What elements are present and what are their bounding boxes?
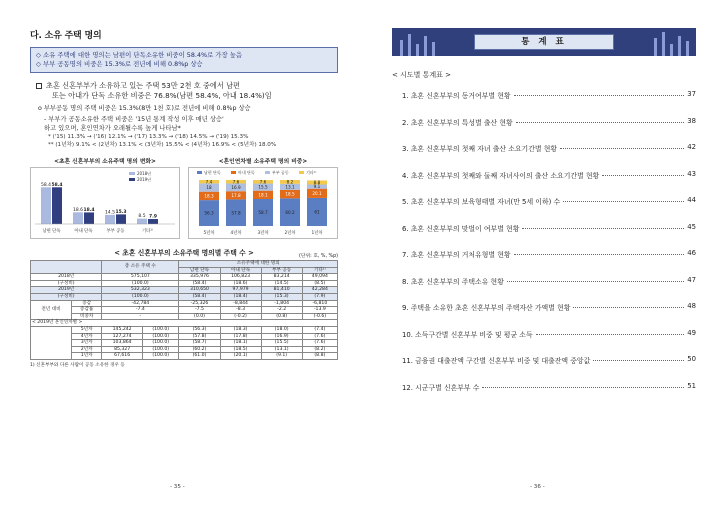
summary-box: [30, 47, 338, 73]
row-label: 증감률: [72, 307, 102, 314]
cell-total: 145,242: [102, 326, 143, 333]
right-page: [370, 0, 720, 508]
x-tick-label: 남편 단독: [42, 229, 61, 234]
data-label: 60.2: [285, 209, 295, 215]
cell: (20.1): [220, 353, 261, 360]
section-title: 다. 소유 주택 명의: [30, 31, 102, 41]
data-label: 58.7: [258, 210, 268, 216]
cell-total: 67,616: [102, 353, 143, 360]
legend-label: 기타¹⁾: [306, 170, 317, 175]
data-label: 14.5: [104, 210, 116, 216]
data-label: 18: [206, 185, 212, 191]
side-label: 전년 대비: [31, 300, 72, 320]
table-row: [31, 333, 338, 340]
toc-header: < 시도별 통계표 >: [392, 71, 451, 79]
cell: 97,979: [220, 287, 261, 294]
cell: -8,844: [220, 300, 261, 307]
banner-decoration: [416, 44, 419, 56]
cell-total: 532,323: [102, 287, 179, 294]
cell: (8.8): [302, 353, 337, 360]
toc-item: [392, 196, 696, 223]
table-unit: (단위: 호, %, %p): [298, 254, 338, 259]
cell: (18.3): [220, 326, 261, 333]
table-row: [31, 274, 338, 281]
main-point: [36, 81, 338, 101]
table-row: [31, 287, 338, 294]
main-point-text-2: 또는 아내가 단독 소유한 비중은 76.8%(남편 58.4%, 아내 18.4%)임: [52, 91, 272, 100]
data-label: 13.1: [285, 184, 295, 190]
cell-total: 127,274: [102, 333, 143, 340]
toc-leader-dots: [573, 302, 684, 308]
sub-detail-1: - 부부가 공동소유한 주택 비중은 '15년 통계 작성 이후 매년 상승': [44, 116, 224, 123]
cell: (7.4): [302, 326, 337, 333]
cell-total: -42,784: [102, 300, 179, 307]
bar: [41, 187, 51, 224]
data-label: 16.9: [231, 184, 241, 190]
table-row: [31, 340, 338, 347]
toc-leader-dots: [516, 117, 685, 123]
cell: -13.9: [302, 307, 337, 314]
cell: -1,804: [261, 300, 302, 307]
cell: 49,094: [302, 274, 337, 281]
cell: 335,976: [179, 274, 220, 281]
table-row: [31, 326, 338, 333]
toc-item: [392, 170, 696, 197]
year-group-label: < 2019년 혼인연차별 >: [31, 320, 338, 327]
data-label: 8.2: [286, 179, 294, 185]
toc-item-page: 48: [687, 302, 696, 310]
toc-item-text: 2. 초혼 신혼부부의 특성별 출산 현황: [402, 118, 513, 127]
cell: (58.4): [179, 280, 220, 287]
cell: (8.2): [302, 346, 337, 353]
toc-leader-dots: [514, 249, 685, 255]
toc-leader-dots: [482, 382, 684, 388]
legend-label: 2019년: [137, 177, 152, 182]
cell: (7.9): [302, 293, 337, 300]
sub-detail-2: 하고 있으며, 혼인연차가 오래될수록 높게 나타남*: [44, 125, 181, 132]
bar: [116, 214, 126, 224]
row-label: 1년차: [72, 353, 102, 360]
chart1-svg: [31, 168, 179, 238]
data-label: 18.1: [258, 192, 268, 198]
table-row: [31, 320, 338, 327]
legend-swatch: [197, 171, 202, 174]
row-label: 비중차: [72, 313, 102, 320]
toc-item: [392, 302, 696, 329]
cell-pct: (100.0): [142, 333, 179, 340]
th-col: 남편 단독: [179, 267, 220, 274]
legend-label: 남편 단독: [204, 170, 221, 175]
charts-row: [30, 156, 338, 239]
th-total: 총 소유 주택 수: [102, 261, 179, 274]
banner-decoration: [654, 38, 657, 56]
toc-item-text: 4. 초혼 신혼부부의 첫째와 둘째 자녀사이의 출산 소요기간별 현황: [402, 171, 600, 180]
toc-item-text: 12. 시군구별 신혼부부 수: [402, 383, 480, 392]
ownership-table: [30, 260, 338, 360]
bar: [137, 219, 147, 224]
note-2: ** (1년차) 9.1% < (2년차) 13.1% < (3년차) 15.5% < (4년차) 16.9% < (5년차) 18.0%: [48, 142, 277, 148]
toc-item-text: 1. 초혼 신혼부부의 동거여부별 현황: [402, 92, 511, 100]
toc-item-text: 7. 초혼 신혼부부의 거처유형별 현황: [402, 251, 511, 259]
bar: [84, 212, 94, 224]
cell-pct: (100.0): [142, 353, 179, 360]
data-label: 7.4: [205, 179, 213, 185]
cell: (13.1): [261, 346, 302, 353]
th-col: 부부 공동: [261, 267, 302, 274]
toc-item: [392, 329, 696, 356]
chart-ownership-change: [30, 156, 180, 239]
cell-total: 103,864: [102, 340, 143, 347]
banner-decoration: [662, 32, 665, 56]
cell: (58.4): [179, 293, 220, 300]
cell: (18.1): [220, 340, 261, 347]
cell: (18.6): [220, 280, 261, 287]
chart2-title: <혼인연차별 소유주택 명의 비중>: [218, 159, 308, 165]
cell: (18.0): [261, 326, 302, 333]
cell: 81,410: [261, 287, 302, 294]
toc-leader-dots: [522, 223, 684, 229]
legend-swatch: [129, 178, 135, 181]
table-title: < 초혼 신혼부부의 소유주택 명의별 주택 수 >: [114, 249, 254, 257]
toc-leader-dots: [536, 329, 685, 335]
cell: (7.6): [302, 340, 337, 347]
x-tick-label: 부부 공동: [106, 229, 125, 234]
toc-item: [392, 117, 696, 144]
banner-decoration: [670, 44, 673, 56]
legend-swatch: [129, 172, 135, 175]
toc-item-page: 37: [687, 90, 696, 98]
banner-decoration: [686, 41, 689, 56]
summary-line: ◇ 부부 공동명의 비중은 15.3%로 전년에 비해 0.8%p 상승: [36, 60, 203, 68]
data-label: 15.5: [258, 184, 268, 190]
legend-label: 2018년: [137, 171, 152, 176]
data-label: 20.1: [312, 190, 322, 196]
cell: (14.5): [261, 280, 302, 287]
page-number-left: - 35 -: [170, 484, 185, 490]
cell: 83,214: [261, 274, 302, 281]
toc-item-page: 47: [687, 275, 696, 284]
legend-label: 부부 공동: [272, 170, 289, 175]
table-row: [31, 280, 338, 287]
toc-leader-dots: [507, 276, 684, 282]
data-label: 8.8: [313, 180, 321, 186]
row-label: 3년차: [72, 340, 102, 347]
bar: [105, 215, 115, 224]
toc-list: [392, 90, 696, 408]
stats-banner: [392, 28, 696, 56]
table-row: [31, 293, 338, 300]
cell: (8.5): [302, 280, 337, 287]
cell: (61.0): [179, 353, 220, 360]
square-bullet-icon: [36, 83, 42, 89]
th-blank: [31, 261, 102, 274]
cell: (57.8): [179, 333, 220, 340]
data-label: 7.6: [232, 179, 240, 185]
main-point-text-1: 초혼 신혼부부가 소유하고 있는 주택 53만 2천 호 중에서 남편: [46, 81, 240, 90]
page-number-right: - 36 -: [530, 484, 545, 490]
data-label: 7.6: [259, 179, 267, 185]
cell: -8.3: [220, 307, 261, 314]
cell: (56.3): [179, 326, 220, 333]
table-footnote: 1) 신혼부부와 다른 사람이 공동 소유한 경우 등: [30, 362, 125, 368]
cell: (9.1): [261, 353, 302, 360]
toc-item-page: 44: [687, 196, 696, 204]
row-label: 5년차: [72, 326, 102, 333]
x-tick-label: 기타¹⁾: [141, 229, 154, 234]
data-label: 61: [314, 209, 320, 215]
summary-line: ◇ 소유 주택에 대한 명의는 남편이 단독소유한 비중이 58.4%로 가장 높음: [36, 51, 243, 59]
toc-item-text: 9. 주택을 소유한 초혼 신혼부부의 주택자산 가액별 현황: [402, 304, 571, 312]
toc-item-page: 46: [687, 249, 696, 257]
row-label: (구성비): [31, 280, 102, 287]
cell-total: -: [102, 313, 179, 320]
legend-label: 아내 단독: [238, 170, 255, 175]
cell-total: 85,327: [102, 346, 143, 353]
cell: 310,650: [179, 287, 220, 294]
row-label: (구성비): [31, 293, 102, 300]
bar: [52, 187, 62, 224]
toc-item-page: 50: [687, 355, 696, 363]
banner-title: 통 계 표: [474, 34, 614, 50]
legend-swatch: [231, 171, 236, 174]
th-col: 아내 단독: [220, 267, 261, 274]
toc-item-page: 42: [687, 143, 696, 151]
toc-item-text: 10. 소득구간별 신혼부부 비중 및 평균 소득: [402, 330, 533, 339]
row-label: 2019년: [31, 287, 102, 294]
cell: 106,823: [220, 274, 261, 281]
cell-total: 575,107: [102, 274, 179, 281]
data-label: 18.5: [285, 191, 295, 197]
toc-item-text: 5. 초혼 신혼부부의 보육형태별 자녀(만 5세 이하) 수: [402, 198, 561, 206]
toc-item: [392, 90, 696, 117]
x-tick-label: 4년차: [230, 231, 242, 236]
cell: 42,284: [302, 287, 337, 294]
data-label: 7.9: [149, 214, 157, 220]
cell: (-0.6): [302, 313, 337, 320]
x-tick-label: 3년차: [257, 231, 269, 236]
row-label: 2018년: [31, 274, 102, 281]
bar: [73, 212, 83, 224]
data-label: 56.3: [204, 210, 214, 216]
data-label: 9.1: [313, 184, 321, 190]
sub-point: o 부부공동 명의 주택 비중은 15.3%(8만 1천 호)로 전년에 비해 0.8%p 상승: [38, 105, 251, 112]
data-label: 58.4: [40, 182, 52, 188]
chart1-title: <초혼 신혼부부의 소유주택 명의 변화>: [54, 159, 156, 165]
data-label: 57.8: [231, 210, 241, 216]
toc-item-page: 45: [687, 222, 696, 231]
toc-leader-dots: [514, 90, 685, 96]
data-label: 18.4: [83, 207, 95, 213]
data-label: 15.3: [115, 209, 127, 215]
cell-total: (100.0): [102, 293, 179, 300]
cell: (-0.2): [220, 313, 261, 320]
row-label: 4년차: [72, 333, 102, 340]
cell: (7.6): [302, 333, 337, 340]
banner-decoration: [432, 42, 435, 56]
toc-leader-dots: [563, 196, 684, 202]
toc-item: [392, 355, 696, 382]
toc-item-text: 3. 초혼 신혼부부의 첫째 자녀 출산 소요기간별 현황: [402, 145, 558, 153]
cell: (18.4): [220, 293, 261, 300]
cell: -7.5: [179, 307, 220, 314]
data-label: 17.8: [231, 192, 241, 198]
cell-pct: (100.0): [142, 340, 179, 347]
th-col: 기타¹⁾: [302, 267, 337, 274]
chart2-svg: [189, 168, 337, 238]
toc-item: [392, 143, 696, 170]
toc-leader-dots: [602, 170, 684, 176]
toc-item-page: 43: [687, 169, 696, 178]
toc-item-text: 11. 금융권 대출잔액 구간별 신혼부부 비중 및 대출잔액 중앙값: [402, 357, 591, 365]
th-group: 소유주택에 대한 명의: [179, 261, 338, 268]
cell: (17.8): [220, 333, 261, 340]
toc-item-text: 6. 초혼 신혼부부의 맞벌이 여부별 현황: [402, 224, 520, 233]
banner-decoration: [408, 34, 411, 56]
toc-item-text: 8. 초혼 신혼부부의 주택소유 현황: [402, 277, 504, 286]
legend-swatch: [299, 171, 304, 174]
x-tick-label: 5년차: [203, 231, 215, 236]
toc-item: [392, 223, 696, 250]
data-label: 18.3: [204, 193, 214, 199]
toc-item-page: 38: [687, 116, 696, 125]
x-tick-label: 2년차: [284, 231, 296, 236]
toc-leader-dots: [593, 355, 684, 361]
banner-decoration: [678, 36, 681, 56]
cell: (58.7): [179, 340, 220, 347]
toc-item: [392, 382, 696, 409]
cell-pct: (100.0): [142, 326, 179, 333]
toc-item: [392, 276, 696, 303]
data-label: 8.5: [138, 214, 146, 220]
legend-swatch: [265, 171, 270, 174]
data-label: 58.4: [51, 182, 63, 188]
note-1: * ('15) 11.3% → ('16) 12.1% → ('17) 13.3% → ('18) 14.5% → ('19) 15.3%: [48, 134, 249, 140]
toc-leader-dots: [560, 143, 684, 149]
x-tick-label: 1년차: [311, 231, 323, 236]
data-label: 18.6: [72, 207, 84, 213]
table-row: [31, 307, 338, 314]
cell-total: -7.4: [102, 307, 179, 314]
cell-pct: (100.0): [142, 346, 179, 353]
toc-item-page: 51: [687, 381, 696, 390]
banner-decoration: [424, 36, 427, 56]
cell: (0.0): [179, 313, 220, 320]
cell: (16.9): [261, 333, 302, 340]
cell: -25,326: [179, 300, 220, 307]
row-label: 증감: [72, 300, 102, 307]
cell: (15.5): [261, 340, 302, 347]
toc-item-page: 49: [687, 328, 696, 337]
cell: (60.2): [179, 346, 220, 353]
bar: [148, 219, 158, 224]
banner-decoration: [400, 40, 403, 56]
table-row: [31, 353, 338, 360]
cell-total: (100.0): [102, 280, 179, 287]
cell: (18.5): [220, 346, 261, 353]
table-row: [31, 313, 338, 320]
blank-cell: [31, 326, 72, 359]
table-row: [31, 300, 338, 307]
cell: (0.8): [261, 313, 302, 320]
table-row: [31, 346, 338, 353]
cell: -6,810: [302, 300, 337, 307]
cell: (15.3): [261, 293, 302, 300]
chart-by-marriage-year: [188, 156, 338, 239]
cell: -2.2: [261, 307, 302, 314]
x-tick-label: 아내 단독: [74, 229, 93, 234]
row-label: 2년차: [72, 346, 102, 353]
toc-item: [392, 249, 696, 276]
